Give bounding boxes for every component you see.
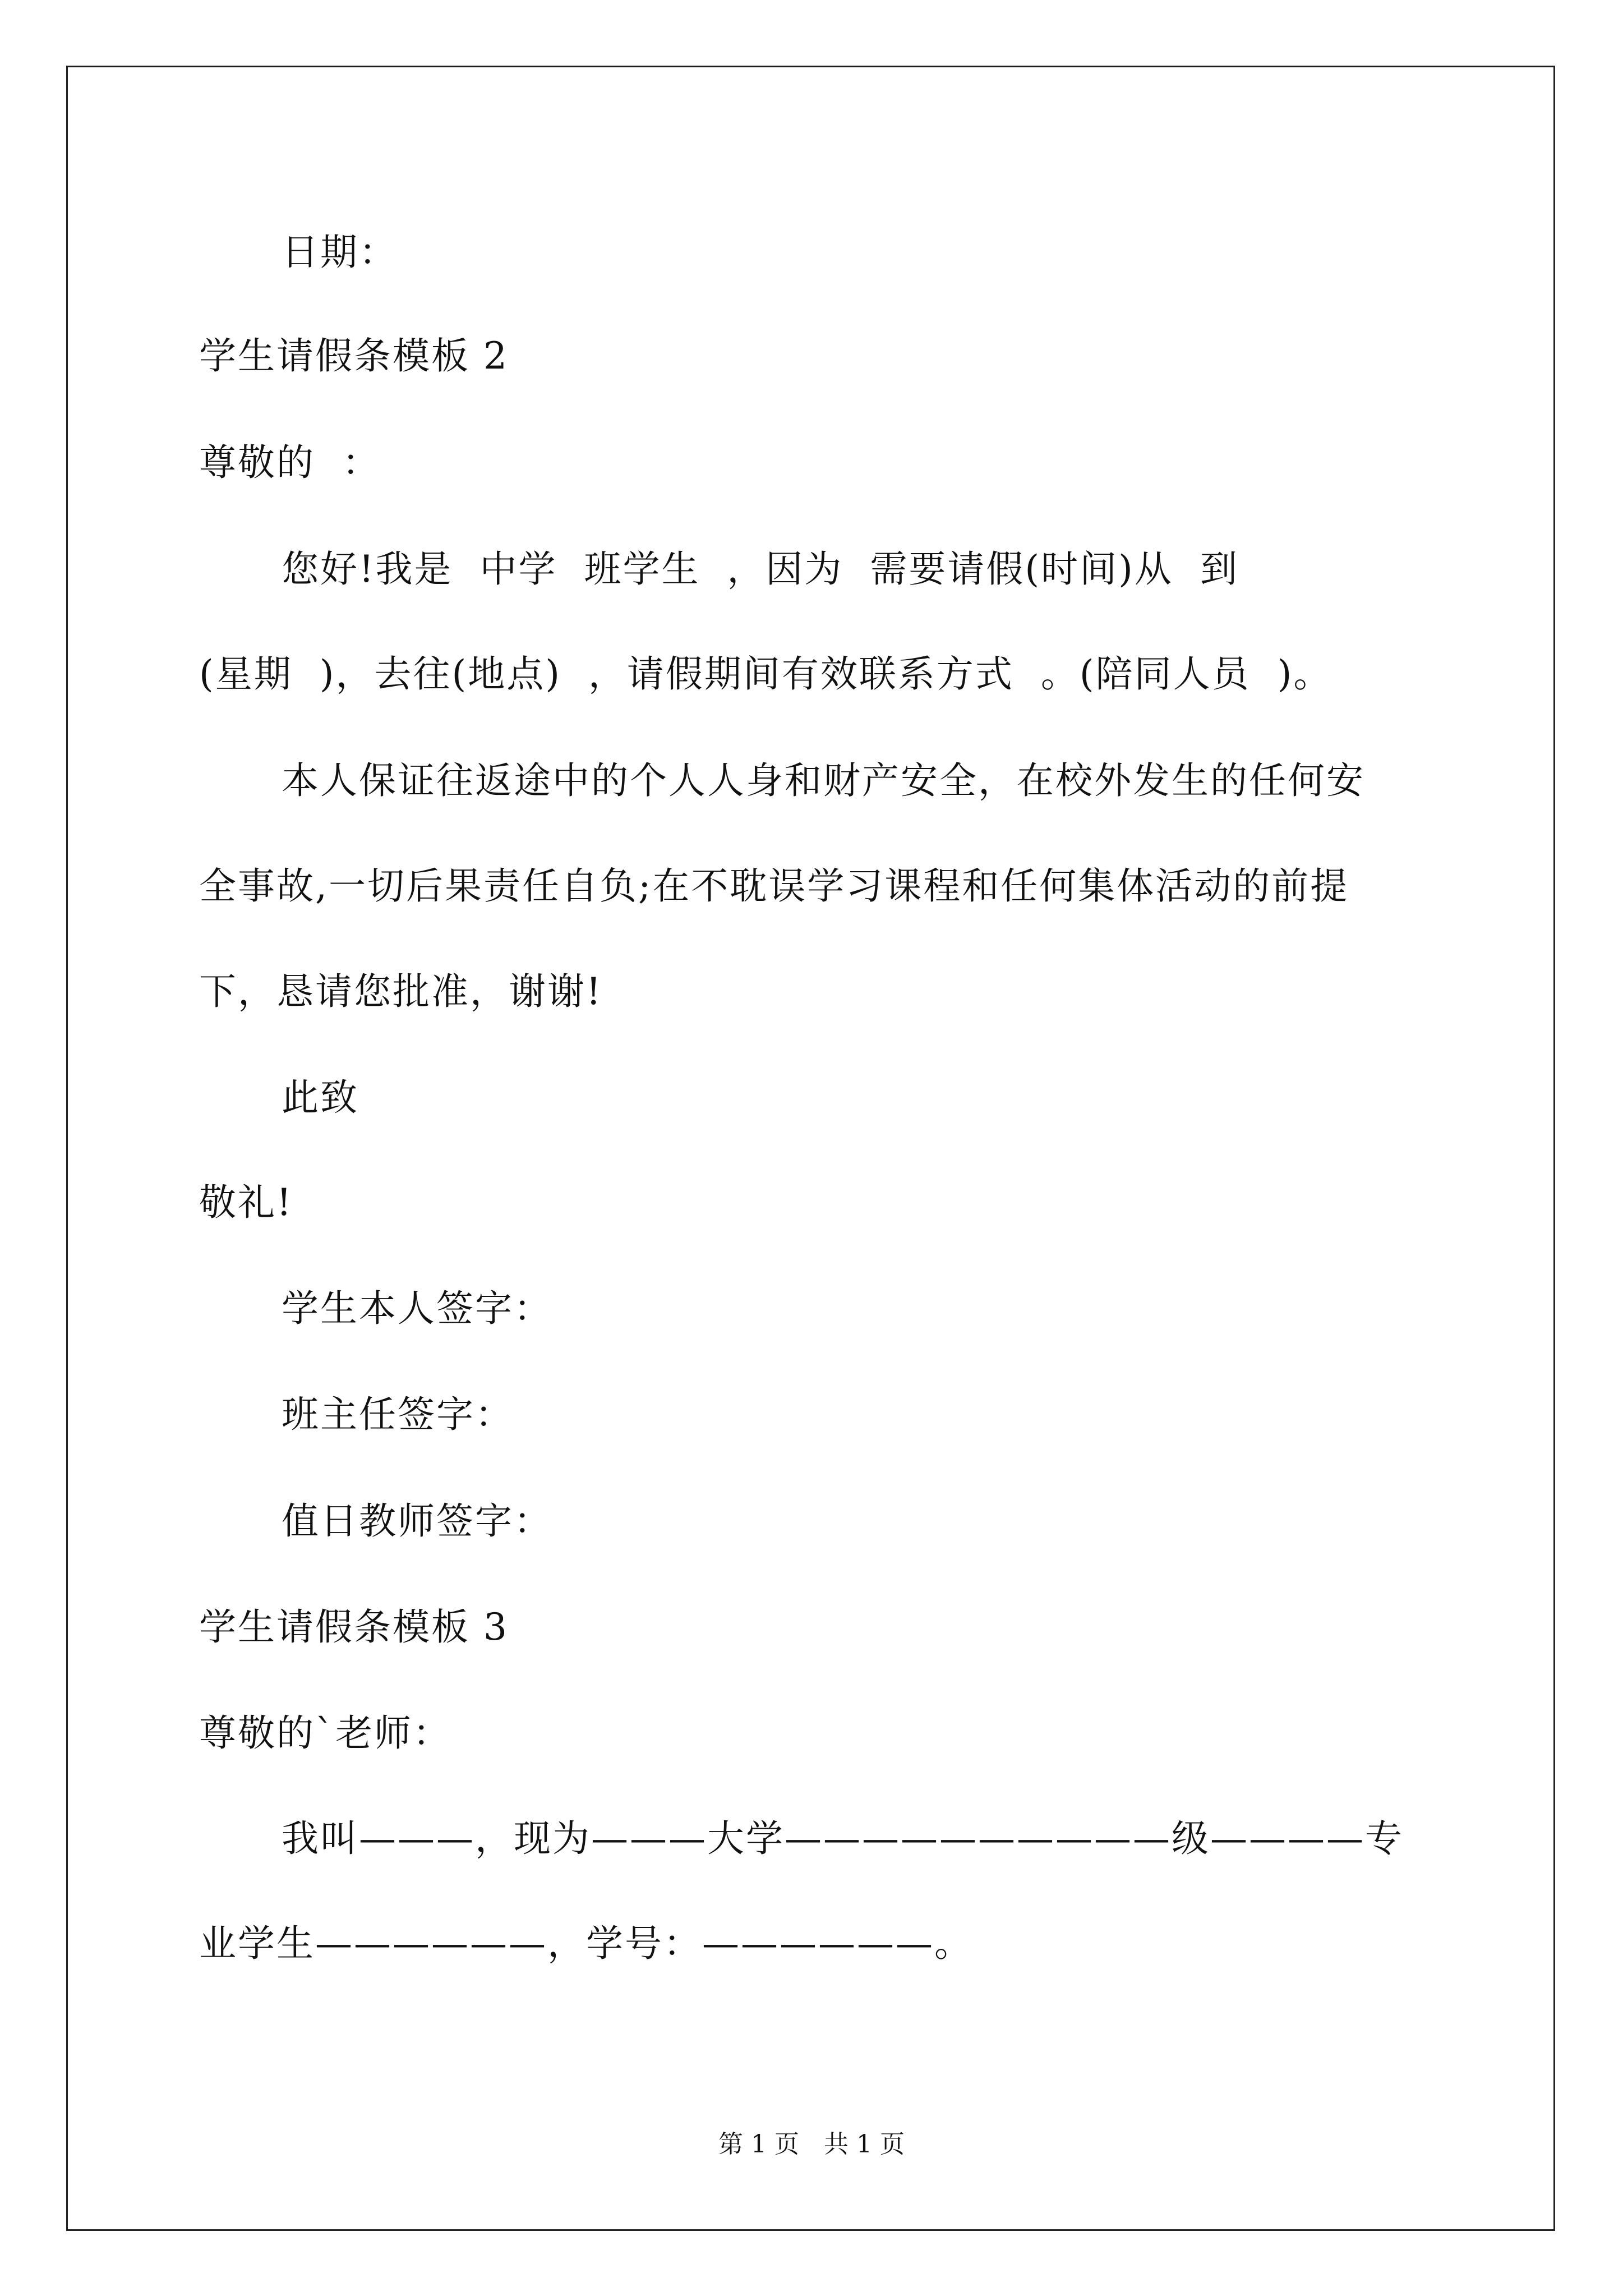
page-footer: 第 1 页 共 1 页: [718, 2130, 905, 2159]
body-paragraph-2-line-3: 下，恳请您批准，谢谢!: [199, 970, 603, 1013]
template-2-heading: 学生请假条模板 2: [199, 334, 509, 378]
body-paragraph-1-line-2: (星期 )，去往(地点) ，请假期间有效联系方式 。(陪同人员 )。: [199, 652, 1332, 696]
date-line: 日期：: [282, 231, 398, 274]
body-paragraph-2-line-1: 本人保证往返途中的个人人身和财产安全，在校外发生的任何安: [282, 759, 1365, 802]
duty-teacher-signature-label: 值日教师签字：: [282, 1499, 552, 1543]
body-paragraph-2-line-2: 全事故,一切后果责任自负;在不耽误学习课程和任何集体活动的前提: [199, 864, 1349, 908]
template-3-heading: 学生请假条模板 3: [199, 1605, 509, 1649]
closing-line-1: 此致: [282, 1076, 359, 1119]
body-paragraph-1-line-1: 您好!我是 中学 班学生 ，因为 需要请假(时间)从 到: [282, 547, 1239, 591]
template-3-body-line-2: 业学生——————，学号：——————。: [199, 1922, 973, 1965]
closing-line-2: 敬礼!: [199, 1181, 293, 1224]
template-3-body-line-1: 我叫———，现为———大学——————————级————专: [282, 1817, 1404, 1860]
student-signature-label: 学生本人签字：: [282, 1287, 552, 1330]
teacher-salutation-line: 尊敬的`老师：: [199, 1711, 451, 1755]
teacher-signature-label: 班主任签字：: [282, 1393, 514, 1436]
salutation-line: 尊敬的 ：: [199, 441, 381, 484]
